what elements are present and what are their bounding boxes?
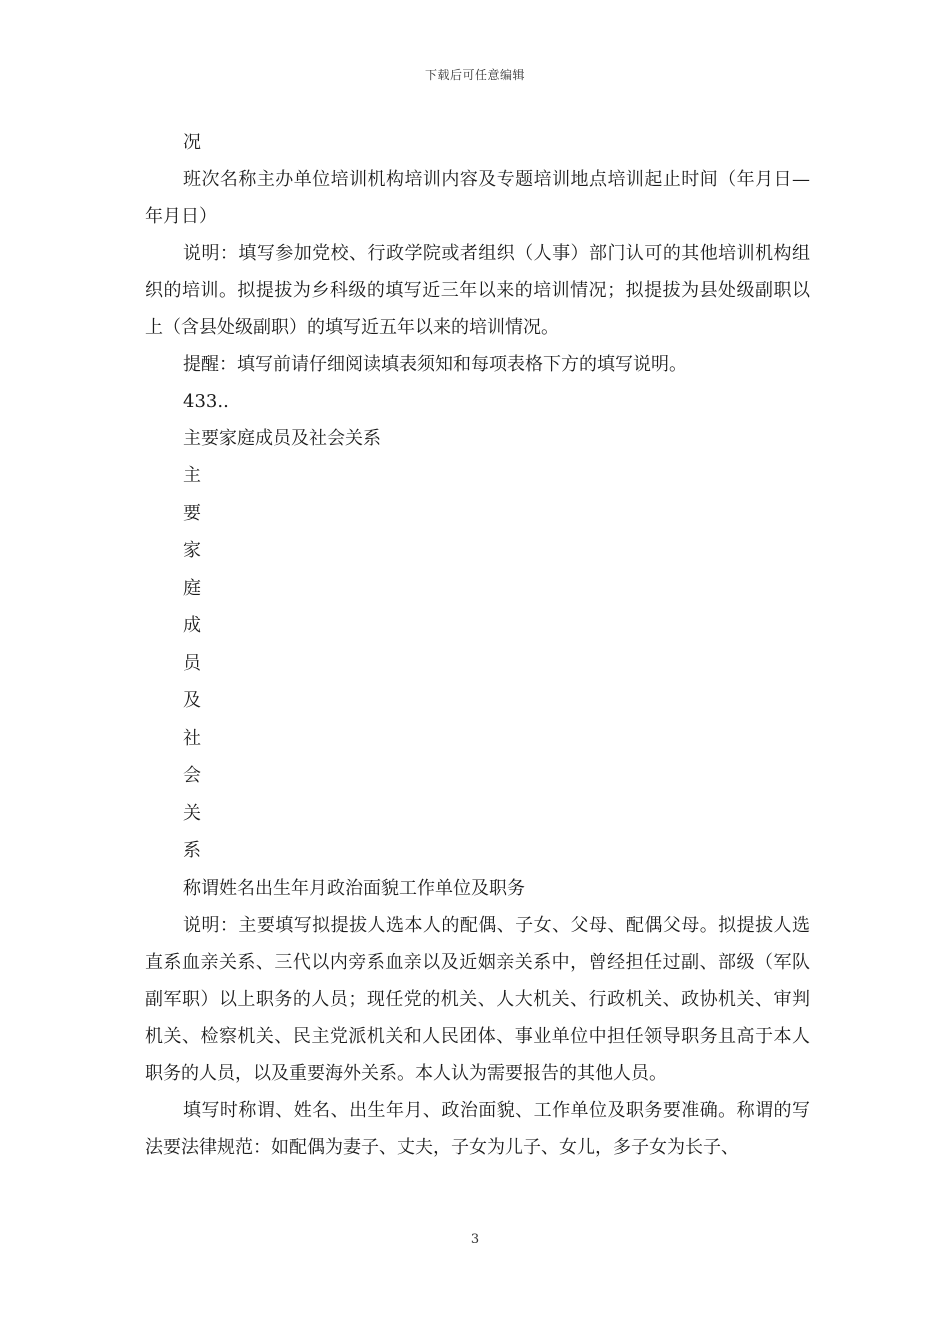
family-columns: 称谓姓名出生年月政治面貌工作单位及职务 xyxy=(183,877,525,899)
code-text: 433.. xyxy=(183,391,229,412)
family-fill-instructions: 填写时称谓、姓名、出生年月、政治面貌、工作单位及职务要准确。称谓的写法要法律规范：如配偶为妻子、丈夫，子女为儿子、女儿，多子女为长子、 xyxy=(145,1099,810,1158)
family-section-title: 主要家庭成员及社会关系 xyxy=(183,428,381,449)
family-note: 说明：主要填写拟提拔人选本人的配偶、子女、父母、配偶父母。拟提拔人选直系血亲关系、三代以内旁系血亲以及近姻亲关系中，曾经担任过副、部级（军队副军职）以上职务的人员；现任党的机关、人大机关、行政机关、政协机关、审判机关、检察机关、民主党派机关和人民团体、事业单位中担任领导职务且高于本人职务的人员，以及重要海外关系。本人认为需要报告的其他人员。 xyxy=(145,914,810,1084)
vertical-char: 会 xyxy=(183,765,201,786)
vertical-char: 社 xyxy=(183,727,201,749)
vertical-char: 要 xyxy=(183,502,201,524)
vertical-char: 成 xyxy=(183,615,201,636)
vertical-char: 系 xyxy=(183,840,201,861)
vertical-char: 家 xyxy=(183,540,201,561)
training-columns: 班次名称主办单位培训机构培训内容及专题培训地点培训起止时间（年月日—年月日） xyxy=(145,169,810,227)
page-number: 3 xyxy=(470,1232,480,1247)
vertical-char: 主 xyxy=(183,465,201,486)
vertical-char: 庭 xyxy=(183,577,201,599)
vertical-char: 关 xyxy=(183,802,201,824)
training-note: 说明：填写参加党校、行政学院或者组织（人事）部门认可的其他培训机构组织的培训。拟提拔为乡科级的填写近三年以来的培训情况；拟提拔为县处级副职以上（含县处级副职）的填写近五年以来的培训情况。 xyxy=(145,243,810,338)
text-kuang: 况 xyxy=(183,132,201,153)
reminder-text: 提醒：填写前请仔细阅读填表须知和每项表格下方的填写说明。 xyxy=(183,354,687,375)
vertical-char: 及 xyxy=(183,690,201,711)
vertical-char: 员 xyxy=(183,652,201,674)
page-header-note: 下载后可任意编辑 xyxy=(424,68,525,82)
family-vertical-label xyxy=(145,457,810,870)
page-content xyxy=(145,124,810,1166)
